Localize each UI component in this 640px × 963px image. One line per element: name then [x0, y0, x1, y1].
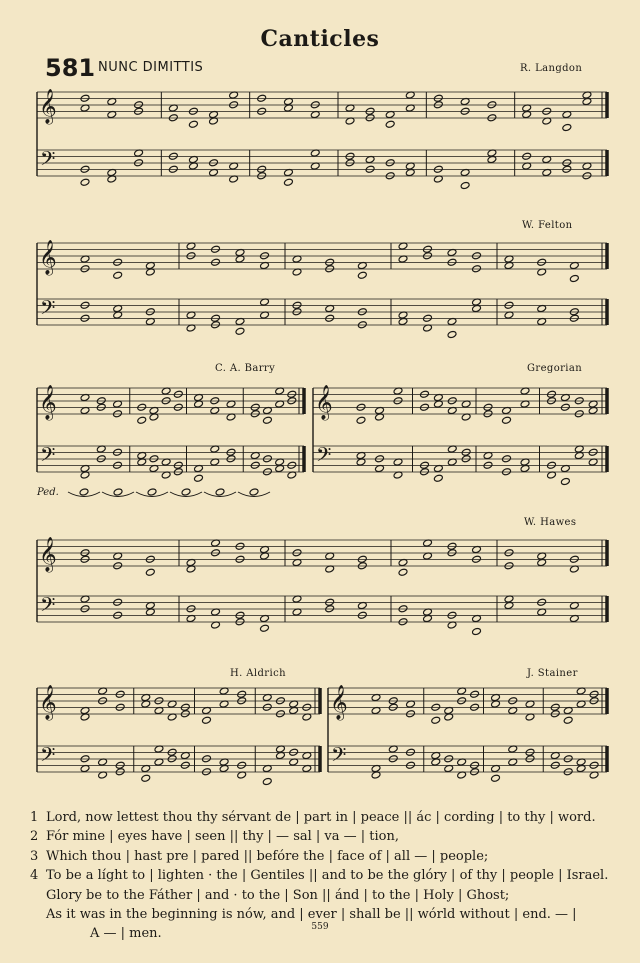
- verse-text-line: To be a líght to | lighten · the | Gentiles || and to be the glóry | of thy | people | Israel.: [46, 868, 609, 884]
- verse-text-line: A — | men.: [90, 926, 162, 942]
- composer-chant-7: J. Stainer: [527, 668, 578, 679]
- verse-number: 3: [30, 848, 39, 864]
- verse-number: 2: [30, 829, 39, 845]
- bass-clef-icon: 𝄢: [40, 147, 56, 175]
- note-head: [569, 274, 579, 282]
- verse-line: [30, 808, 620, 827]
- note-head: [113, 271, 123, 279]
- note-head: [491, 774, 501, 782]
- note-head: [502, 416, 512, 424]
- pedal-note-head: [147, 488, 157, 496]
- note-head: [137, 416, 147, 424]
- bass-clef-icon: 𝄢: [331, 743, 347, 771]
- note-head: [563, 716, 573, 724]
- note-head: [433, 474, 443, 482]
- note-head: [262, 777, 272, 785]
- note-head: [562, 123, 572, 131]
- pedal-note-head: [181, 488, 191, 496]
- treble-clef-icon: 𝄞: [330, 685, 348, 720]
- page-title: Canticles: [260, 26, 380, 52]
- note-head: [260, 624, 270, 632]
- page-number: 559: [311, 922, 329, 932]
- note-head: [194, 474, 204, 482]
- treble-clef-icon: 𝄞: [39, 385, 57, 420]
- verse-line: [30, 886, 620, 905]
- pedal-tie: [136, 492, 168, 497]
- note-head: [560, 477, 570, 485]
- pedal-tie: [238, 492, 270, 497]
- bass-clef-icon: 𝄢: [40, 593, 56, 621]
- note-head: [189, 120, 199, 128]
- note-head: [284, 178, 294, 186]
- treble-clef-icon: 𝄞: [39, 240, 57, 275]
- bass-clef-icon: 𝄢: [40, 443, 56, 471]
- note-head: [80, 178, 90, 186]
- note-head: [202, 716, 212, 724]
- verse-text-line: Glory be to the Fáther | and · to the | Son || ánd | to the | Holy | Ghost;: [46, 887, 510, 903]
- composer-chant-1: R. Langdon: [520, 63, 583, 74]
- treble-clef-icon: 𝄞: [315, 385, 333, 420]
- note-head: [235, 327, 245, 335]
- pedal-note-head: [249, 488, 259, 496]
- verse-text-line: Lord, now lettest thou thy sérvant de | part in | peace || ác | cording | to thy | word.: [46, 810, 596, 825]
- treble-clef-icon: 𝄞: [39, 89, 57, 124]
- treble-clef-icon: 𝄞: [39, 685, 57, 720]
- note-head: [431, 716, 441, 724]
- pedal-tie: [68, 492, 100, 497]
- note-head: [141, 774, 151, 782]
- composer-chant-6: H. Aldrich: [230, 668, 286, 679]
- verse-line: [30, 866, 620, 885]
- composer-chant-5: W. Hawes: [524, 517, 577, 528]
- pedal-note-head: [215, 488, 225, 496]
- note-head: [472, 627, 482, 635]
- verse-line: [30, 847, 620, 866]
- note-head: [263, 416, 273, 424]
- treble-clef-icon: 𝄞: [39, 537, 57, 572]
- note-head: [145, 568, 155, 576]
- bass-clef-icon: 𝄢: [40, 743, 56, 771]
- composer-chant-2: W. Felton: [522, 220, 573, 231]
- pedal-tie: [204, 492, 236, 497]
- verse-text-line: Which thou | hast pre | pared || befóre the | face of | all — | people;: [46, 848, 489, 864]
- verse-number: 4: [30, 868, 39, 884]
- note-head: [385, 120, 395, 128]
- verse-text-line: Fór mine | eyes have | seen || thy | — sal | va — | tion,: [46, 829, 399, 845]
- bass-clef-icon: 𝄢: [40, 296, 56, 324]
- note-head: [398, 568, 408, 576]
- pedal-note-head: [79, 488, 89, 496]
- note-head: [356, 416, 366, 424]
- tune-name: NUNC DIMITTIS: [98, 60, 204, 75]
- composer-chant-4: Gregorian: [527, 363, 583, 374]
- bass-clef-icon: 𝄢: [316, 443, 332, 471]
- note-head: [447, 330, 457, 338]
- pedal-tie: [102, 492, 134, 497]
- note-head: [357, 271, 367, 279]
- pedal-note-head: [113, 488, 123, 496]
- pedal-tie: [170, 492, 202, 497]
- verse-text-line: As it was in the beginning is nów, and | ever | shall be || wórld without | end. — |: [46, 907, 577, 923]
- pedal-marking: Ped.: [37, 487, 59, 498]
- verse-number: 1: [30, 810, 39, 825]
- composer-chant-3: C. A. Barry: [215, 363, 276, 374]
- note-head: [460, 181, 470, 189]
- hymn-number: 581: [45, 54, 96, 82]
- verse-line: [30, 827, 620, 846]
